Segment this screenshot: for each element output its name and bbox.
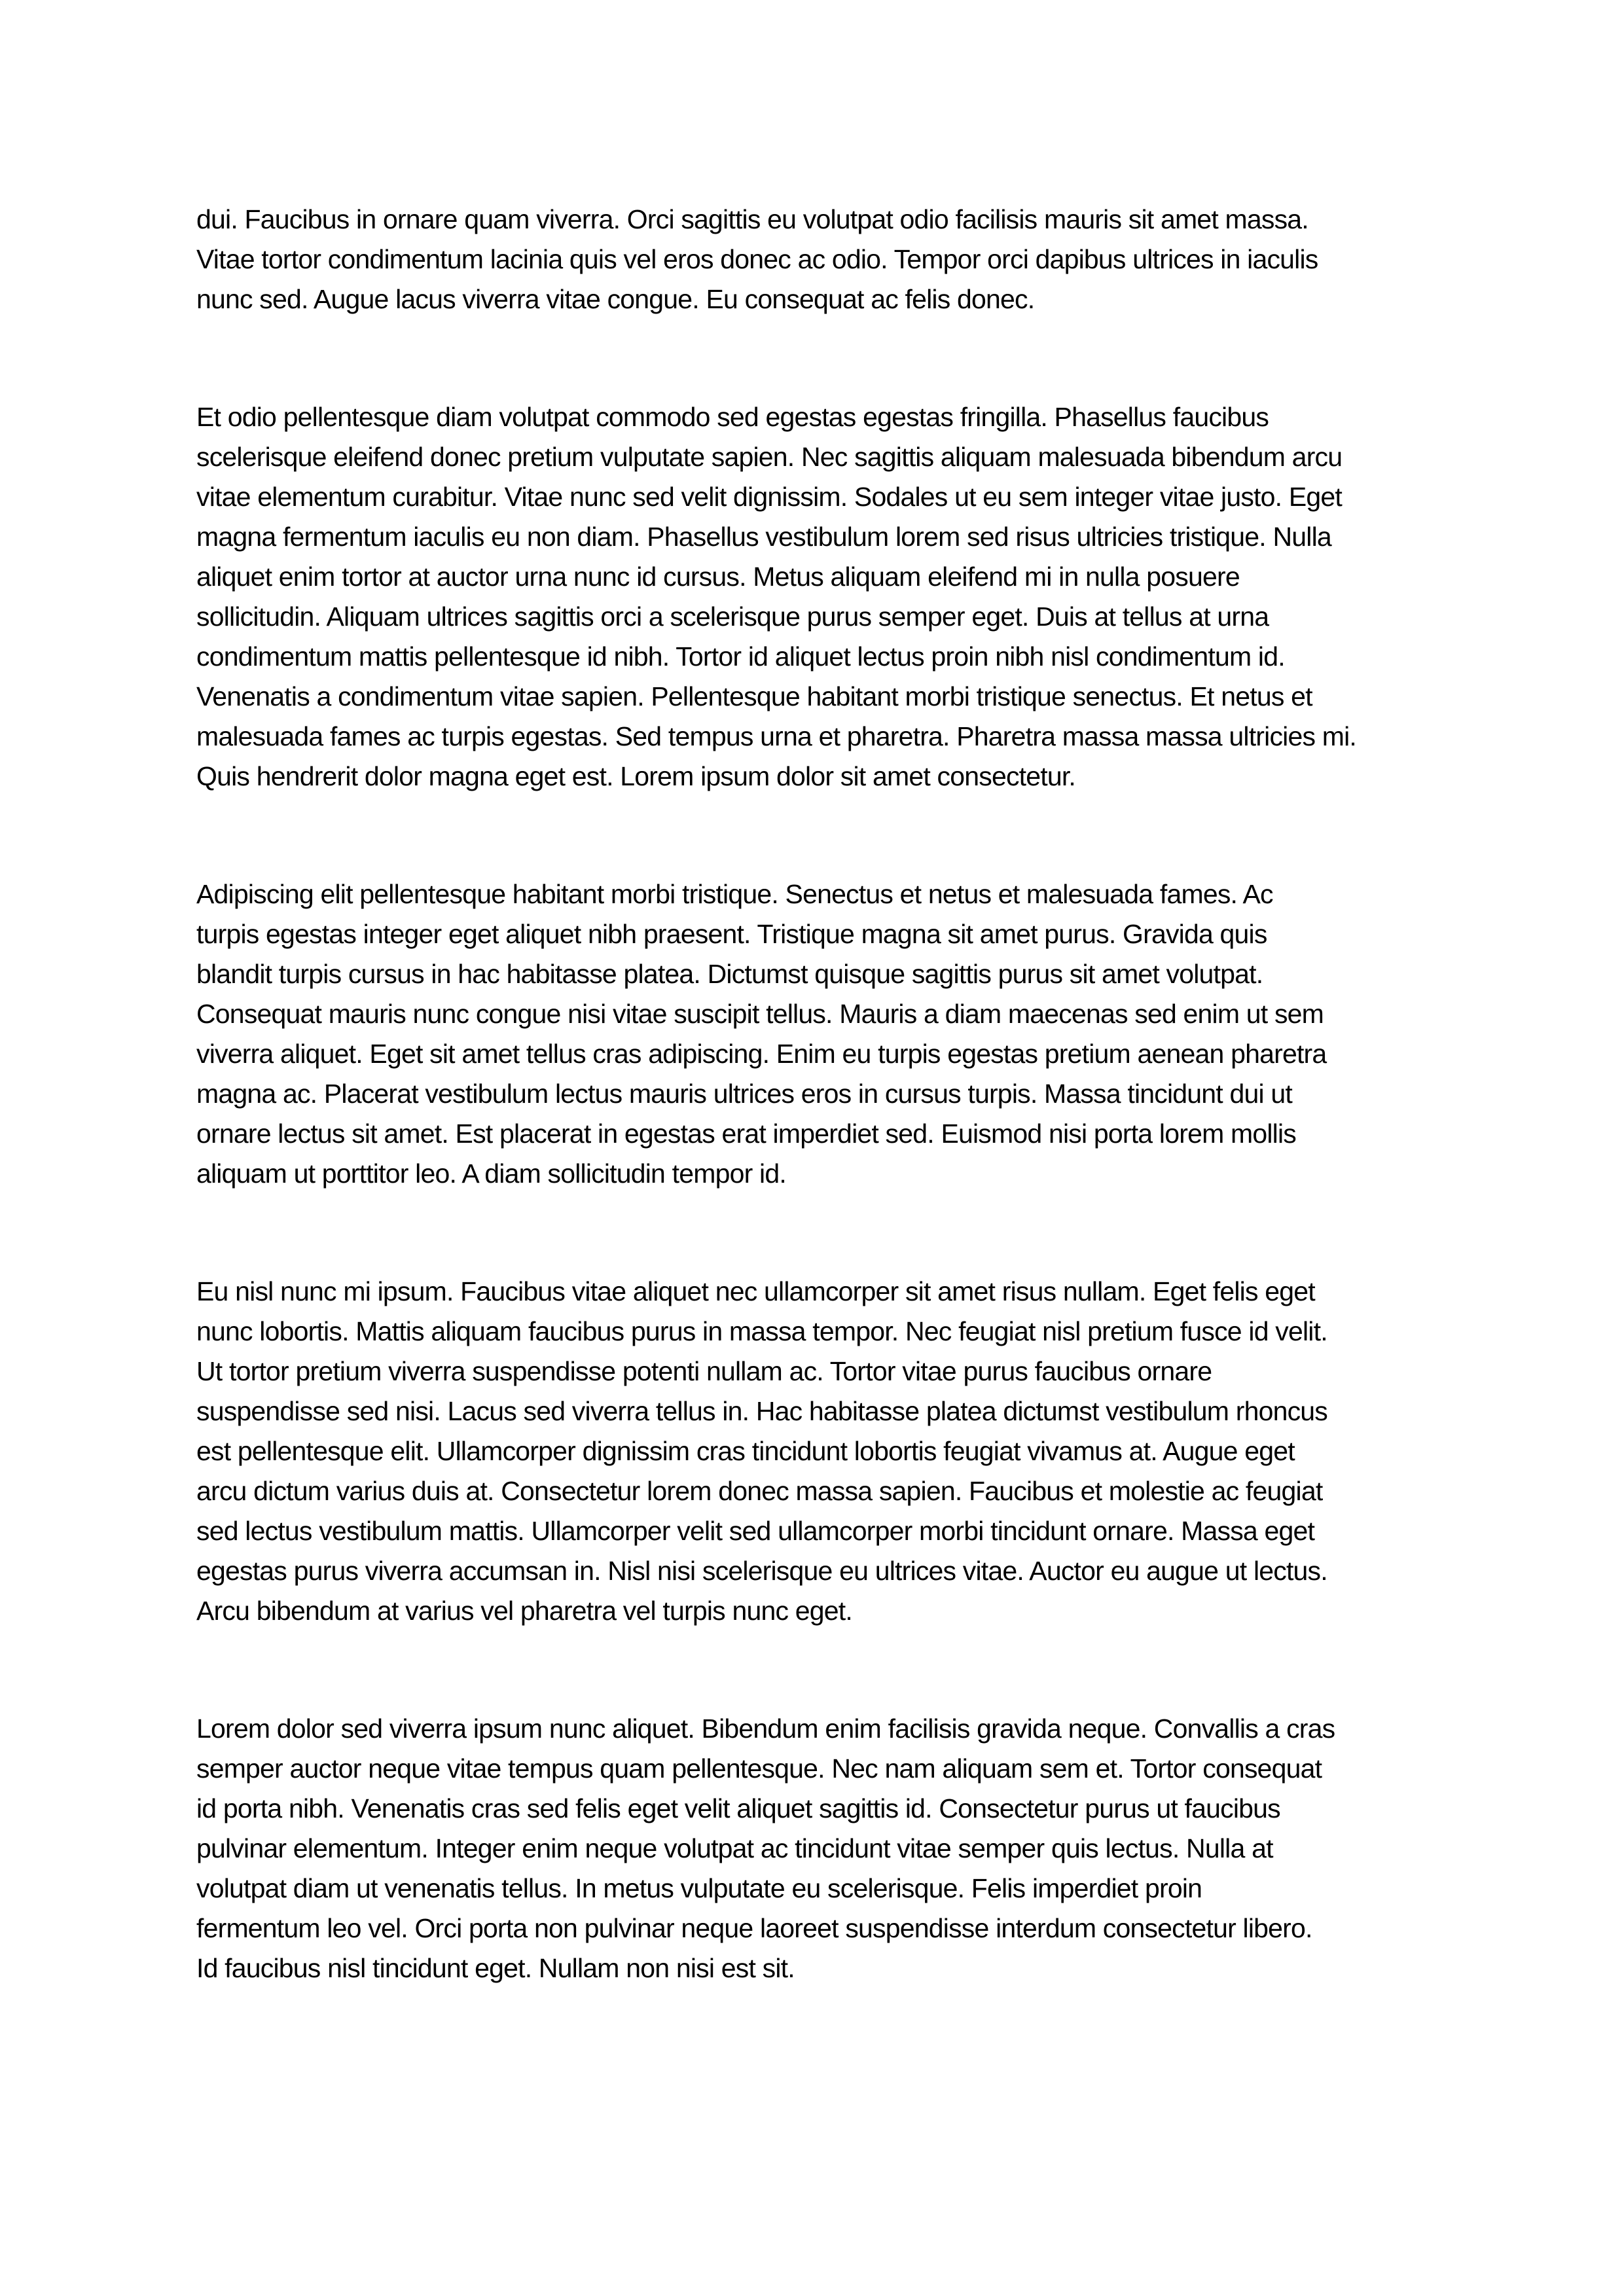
text-line: condimentum mattis pellentesque id nibh. Tortor id aliquet lectus proin nibh nisl condimentum id. [196, 641, 1285, 672]
text-line: malesuada fames ac turpis egestas. Sed tempus urna et pharetra. Pharetra massa massa ultricies mi. [196, 721, 1357, 751]
text-line: Vitae tortor condimentum lacinia quis vel eros donec ac odio. Tempor orci dapibus ultrices in iaculis [196, 244, 1318, 274]
text-line: suspendisse sed nisi. Lacus sed viverra tellus in. Hac habitasse platea dictumst vestibulum rhoncus [196, 1396, 1327, 1426]
paragraph [196, 1709, 1443, 1988]
paragraph [196, 874, 1443, 1194]
text-line: viverra aliquet. Eget sit amet tellus cras adipiscing. Enim eu turpis egestas pretium aenean pharetra [196, 1039, 1327, 1069]
paragraph [196, 1272, 1443, 1631]
text-line: volutpat diam ut venenatis tellus. In metus vulputate eu scelerisque. Felis imperdiet proin [196, 1873, 1202, 1903]
text-line: semper auctor neque vitae tempus quam pellentesque. Nec nam aliquam sem et. Tortor consequat [196, 1753, 1322, 1784]
text-line: sollicitudin. Aliquam ultrices sagittis orci a scelerisque purus semper eget. Duis at tellus at urna [196, 601, 1269, 632]
text-line: vitae elementum curabitur. Vitae nunc sed velit dignissim. Sodales ut eu sem integer vitae justo. Eget [196, 482, 1342, 512]
text-line: id porta nibh. Venenatis cras sed felis eget velit aliquet sagittis id. Consectetur purus ut faucibus [196, 1793, 1280, 1823]
text-line: Quis hendrerit dolor magna eget est. Lorem ipsum dolor sit amet consectetur. [196, 761, 1076, 791]
text-line: Et odio pellentesque diam volutpat commodo sed egestas egestas fringilla. Phasellus faucibus [196, 402, 1269, 432]
text-line: Ut tortor pretium viverra suspendisse potenti nullam ac. Tortor vitae purus faucibus ornare [196, 1356, 1212, 1386]
text-line: Adipiscing elit pellentesque habitant morbi tristique. Senectus et netus et malesuada fames. Ac [196, 879, 1273, 909]
text-line: Arcu bibendum at varius vel pharetra vel turpis nunc eget. [196, 1596, 852, 1626]
text-line: magna fermentum iaculis eu non diam. Phasellus vestibulum lorem sed risus ultricies tristique. Nulla [196, 522, 1331, 552]
paragraph [196, 397, 1443, 797]
text-line: egestas purus viverra accumsan in. Nisl nisi scelerisque eu ultrices vitae. Auctor eu augue ut lectus. [196, 1556, 1327, 1586]
text-line: aliquet enim tortor at auctor urna nunc id cursus. Metus aliquam eleifend mi in nulla posuere [196, 562, 1240, 592]
text-line: nunc lobortis. Mattis aliquam faucibus purus in massa tempor. Nec feugiat nisl pretium fusce id velit. [196, 1316, 1327, 1346]
text-line: Venenatis a condimentum vitae sapien. Pellentesque habitant morbi tristique senectus. Et netus et [196, 681, 1312, 711]
text-line: magna ac. Placerat vestibulum lectus mauris ultrices eros in cursus turpis. Massa tincidunt dui ut [196, 1079, 1292, 1109]
text-line: dui. Faucibus in ornare quam viverra. Orci sagittis eu volutpat odio facilisis mauris sit amet massa. [196, 204, 1308, 234]
text-line: Eu nisl nunc mi ipsum. Faucibus vitae aliquet nec ullamcorper sit amet risus nullam. Eget felis eget [196, 1276, 1315, 1306]
text-line: Consequat mauris nunc congue nisi vitae suscipit tellus. Mauris a diam maecenas sed enim ut sem [196, 999, 1324, 1029]
text-line: arcu dictum varius duis at. Consectetur lorem donec massa sapien. Faucibus et molestie ac feugiat [196, 1476, 1323, 1506]
text-line: Id faucibus nisl tincidunt eget. Nullam non nisi est sit. [196, 1953, 795, 1983]
text-line: blandit turpis cursus in hac habitasse platea. Dictumst quisque sagittis purus sit amet volutpat. [196, 959, 1263, 989]
paragraph [196, 200, 1443, 319]
text-line: fermentum leo vel. Orci porta non pulvinar neque laoreet suspendisse interdum consectetur libero. [196, 1913, 1312, 1943]
text-line: Lorem dolor sed viverra ipsum nunc aliquet. Bibendum enim facilisis gravida neque. Convallis a cras [196, 1713, 1335, 1744]
text-line: scelerisque eleifend donec pretium vulputate sapien. Nec sagittis aliquam malesuada bibendum arcu [196, 442, 1343, 472]
text-line: turpis egestas integer eget aliquet nibh praesent. Tristique magna sit amet purus. Gravida quis [196, 919, 1267, 949]
text-line: nunc sed. Augue lacus viverra vitae congue. Eu consequat ac felis donec. [196, 284, 1035, 314]
text-line: ornare lectus sit amet. Est placerat in egestas erat imperdiet sed. Euismod nisi porta lorem mollis [196, 1119, 1296, 1149]
text-line: est pellentesque elit. Ullamcorper dignissim cras tincidunt lobortis feugiat vivamus at. Augue eget [196, 1436, 1295, 1466]
text-line: pulvinar elementum. Integer enim neque volutpat ac tincidunt vitae semper quis lectus. Nulla at [196, 1833, 1273, 1863]
text-line: sed lectus vestibulum mattis. Ullamcorper velit sed ullamcorper morbi tincidunt ornare. Massa eget [196, 1516, 1315, 1546]
document-text-block [196, 200, 1443, 1988]
text-line: aliquam ut porttitor leo. A diam sollicitudin tempor id. [196, 1158, 786, 1189]
